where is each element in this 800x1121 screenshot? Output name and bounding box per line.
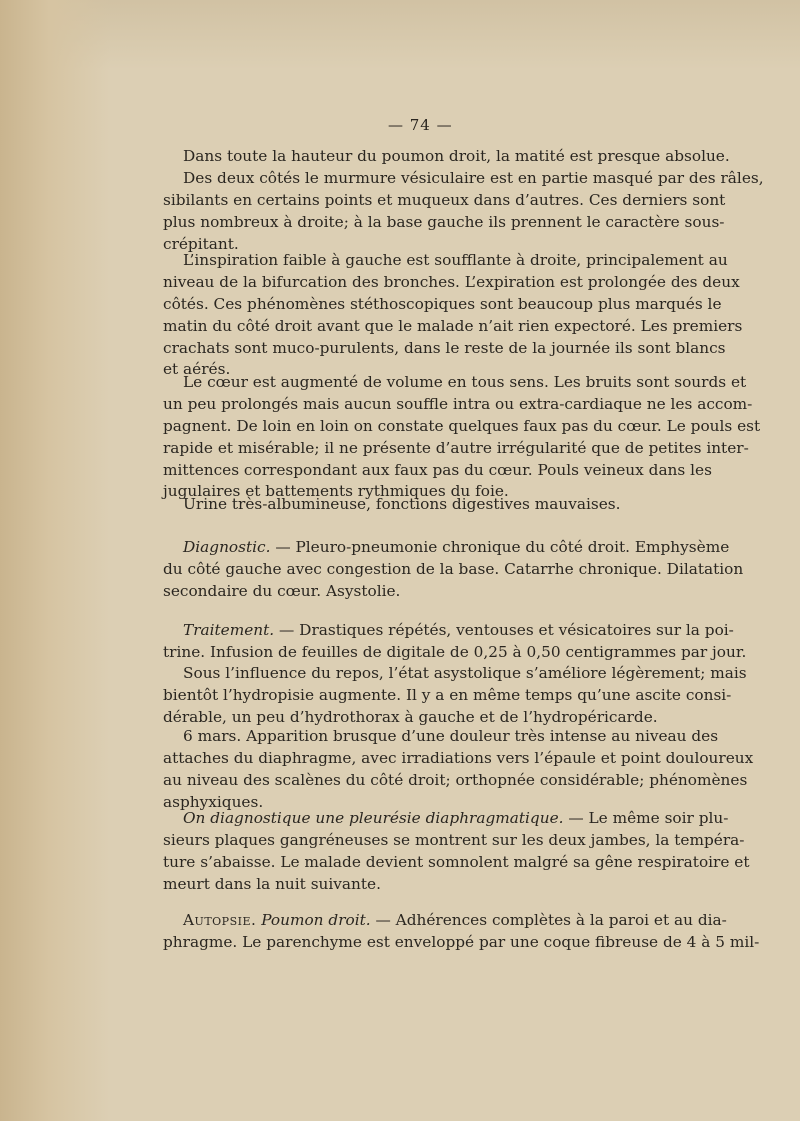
text-line: secondaire du cœur. Asystolie. (163, 581, 401, 600)
paragraph (163, 168, 764, 256)
paragraph (163, 250, 743, 381)
text-line: Autopsie. Poumon droit. — Adhérences complètes à la paroi et au dia- (183, 911, 727, 929)
text-line: asphyxiques. (163, 792, 264, 811)
text-line: jugulaires et battements rythmiques du foie. (163, 482, 509, 501)
text-line: sieurs plaques gangréneuses se montrent sur les deux jambes, la tempéra- (163, 830, 745, 849)
paper-shading-left-edge (0, 0, 110, 1121)
text-line: Des deux côtés le murmure vésiculaire est en partie masqué par des râles, (183, 169, 764, 187)
text-line: bientôt l’hydropisie augmente. Il y a en même temps qu’une ascite consi- (163, 685, 732, 704)
treatment-paragraph (163, 620, 747, 664)
text-line: du côté gauche avec congestion de la base. Catarrhe chronique. Dilatation (163, 559, 744, 578)
paragraph (163, 663, 747, 729)
text-line: au niveau des scalènes du côté droit; orthopnée considérable; phénomènes (163, 770, 748, 789)
text-line: et aérés. (163, 360, 231, 379)
text-line: dérable, un peu d’hydrothorax à gauche et de l’hydropéricarde. (163, 707, 658, 726)
text-line: L’inspiration faible à gauche est soufflante à droite, principalement au (183, 251, 728, 269)
subheading-right-lung: Poumon droit. (261, 911, 371, 929)
text-line: phragme. Le parenchyme est enveloppé par une coque fibreuse de 4 à 5 mil- (163, 932, 760, 951)
text-line: 6 mars. Apparition brusque d’une douleur très intense au niveau des (183, 727, 719, 745)
autopsy-paragraph (163, 910, 760, 954)
text-line: un peu prolongés mais aucun souffle intra ou extra-cardiaque ne les accom- (163, 394, 753, 413)
text-line: rapide et misérable; il ne présente d’autre irrégularité que de petites inter- (163, 438, 749, 457)
text-line: côtés. Ces phénomènes stéthoscopiques sont beaucoup plus marqués le (163, 294, 722, 313)
text-line: Dans toute la hauteur du poumon droit, la matité est presque absolue. (183, 147, 730, 165)
text-line: crépitant. (163, 234, 239, 253)
paragraph (163, 372, 761, 503)
text-line: plus nombreux à droite; à la base gauche ils prennent le caractère sous- (163, 212, 725, 231)
text-line: meurt dans la nuit suivante. (163, 874, 381, 893)
text-line: crachats sont muco-purulents, dans le reste de la journée ils sont blancs (163, 338, 726, 357)
italic-lead: On diagnostique une pleurésie diaphragmatique. (183, 809, 564, 827)
paragraph (163, 494, 685, 516)
text-line: pagnent. De loin en loin on constate quelques faux pas du cœur. Le pouls est (163, 416, 761, 435)
paragraph (163, 146, 730, 168)
section-heading-diagnostic: Diagnostic. (183, 538, 271, 556)
text-line: Diagnostic. — Pleuro-pneumonie chronique du côté droit. Emphysème (183, 538, 730, 556)
diagnostic-paragraph (163, 537, 744, 603)
section-heading-autopsy: Autopsie. (183, 911, 257, 929)
text-line: Le cœur est augmenté de volume en tous sens. Les bruits sont sourds et (183, 373, 747, 391)
text-line: Traitement. — Drastiques répétés, ventouses et vésicatoires sur la poi- (183, 621, 734, 639)
page-number: — 74 — (388, 116, 453, 134)
text-line: On diagnostique une pleurésie diaphragmatique. — Le même soir plu- (183, 809, 729, 827)
paragraph (163, 726, 754, 814)
text-line: attaches du diaphragme, avec irradiations vers l’épaule et point douloureux (163, 748, 754, 767)
text-line: trine. Infusion de feuilles de digitale de 0,25 à 0,50 centigrammes par jour. (163, 642, 747, 661)
text-line: sibilants en certains points et muqueux dans d’autres. Ces derniers sont (163, 190, 726, 209)
text-line: Sous l’influence du repos, l’état asystolique s’améliore légèrement; mais (183, 664, 747, 682)
paper-shading-top (0, 0, 800, 70)
text-line: matin du côté droit avant que le malade n’ait rien expectoré. Les premiers (163, 316, 743, 335)
section-heading-treatment: Traitement. (183, 621, 275, 639)
text-line: ture s’abaisse. Le malade devient somnolent malgré sa gêne respiratoire et (163, 852, 750, 871)
paragraph (163, 808, 750, 896)
text-line: niveau de la bifurcation des bronches. L’expiration est prolongée des deux (163, 272, 740, 291)
text-line: mittences correspondant aux faux pas du cœur. Pouls veineux dans les (163, 460, 712, 479)
text-line: Urine très-albumineuse, fonctions digestives mauvaises. (183, 495, 621, 513)
